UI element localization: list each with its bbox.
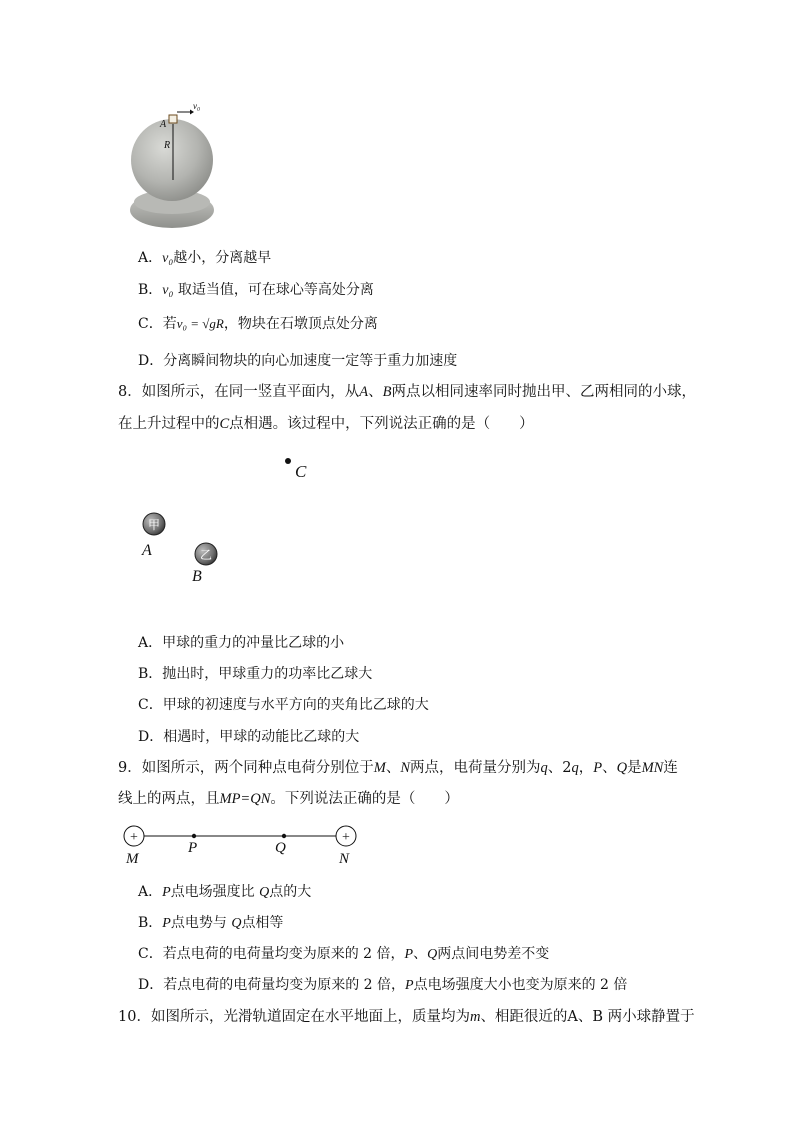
q8-stem-line1: 8．如图所示，在同一竖直平面内，从A、B两点以相同速率同时抛出甲、乙两相同的小球，: [118, 384, 696, 400]
radius-label: R: [164, 140, 171, 151]
q10-stem-line1: 10．如图所示，光滑轨道固定在水平地面上，质量均为m、相距很近的A、B 两小球静置于: [118, 1009, 695, 1025]
point-c-label: C: [295, 462, 307, 481]
point-a-label: A: [142, 542, 152, 559]
q9-option-b: B．P点电势与 Q点相等: [138, 915, 284, 931]
q9-option-a: A．P点电场强度比 Q点的大: [138, 884, 312, 900]
label-q: Q: [275, 840, 286, 856]
point-a-label: A: [160, 119, 167, 130]
stone-sphere: [131, 119, 213, 201]
q8-option-d: D．相遇时，甲球的动能比乙球的大: [138, 729, 360, 745]
ball-yi-label: 乙: [199, 548, 213, 562]
formula: v₀ = √gR: [176, 316, 224, 331]
q8-option-a: A．甲球的重力的冲量比乙球的小: [138, 635, 345, 651]
stone-sphere-figure: [124, 98, 220, 234]
q9-stem-line2: 线上的两点，且MP=QN。下列说法正确的是（ ）: [118, 791, 459, 807]
point-c-dot: [285, 458, 291, 464]
ball-jia-label: 甲: [147, 518, 161, 532]
point-q: [282, 834, 286, 838]
q9-stem-line1: 9．如图所示，两个同种点电荷分别位于M、N两点，电荷量分别为q、2q，P、Q是MN连: [118, 760, 678, 776]
q8-stem-line2: 在上升过程中的C点相遇。该过程中，下列说法正确的是（ ）: [118, 416, 534, 432]
q7-option-b: B．v₀ 取适当值，可在球心等高处分离: [138, 282, 374, 298]
charge-n-sign: +: [342, 830, 350, 845]
q8-balls-figure: [130, 450, 330, 590]
v0-label: v₀: [193, 101, 201, 111]
q7-option-c: C．若v₀ = √gR，物块在石墩顶点处分离: [138, 316, 378, 332]
q9-charges-figure: [118, 822, 368, 868]
label-p: P: [188, 840, 198, 856]
charge-m-sign: +: [130, 830, 138, 845]
label-n: N: [339, 851, 350, 867]
point-p: [192, 834, 196, 838]
q7-option-d: D．分离瞬间物块的向心加速度一定等于重力加速度: [138, 353, 458, 369]
point-b-label: B: [192, 568, 202, 585]
q8-option-b: B．抛出时，甲球重力的功率比乙球大: [138, 666, 373, 682]
block: [169, 115, 177, 123]
q8-option-c: C．甲球的初速度与水平方向的夹角比乙球的大: [138, 697, 429, 713]
label-m: M: [126, 851, 139, 867]
q9-option-c: C．若点电荷的电荷量均变为原来的 2 倍，P、Q两点间电势差不变: [138, 946, 550, 962]
q7-option-a: A．v₀越小，分离越早: [138, 250, 272, 266]
q9-option-d: D．若点电荷的电荷量均变为原来的 2 倍，P点电场强度大小也变为原来的 2 倍: [138, 977, 628, 993]
